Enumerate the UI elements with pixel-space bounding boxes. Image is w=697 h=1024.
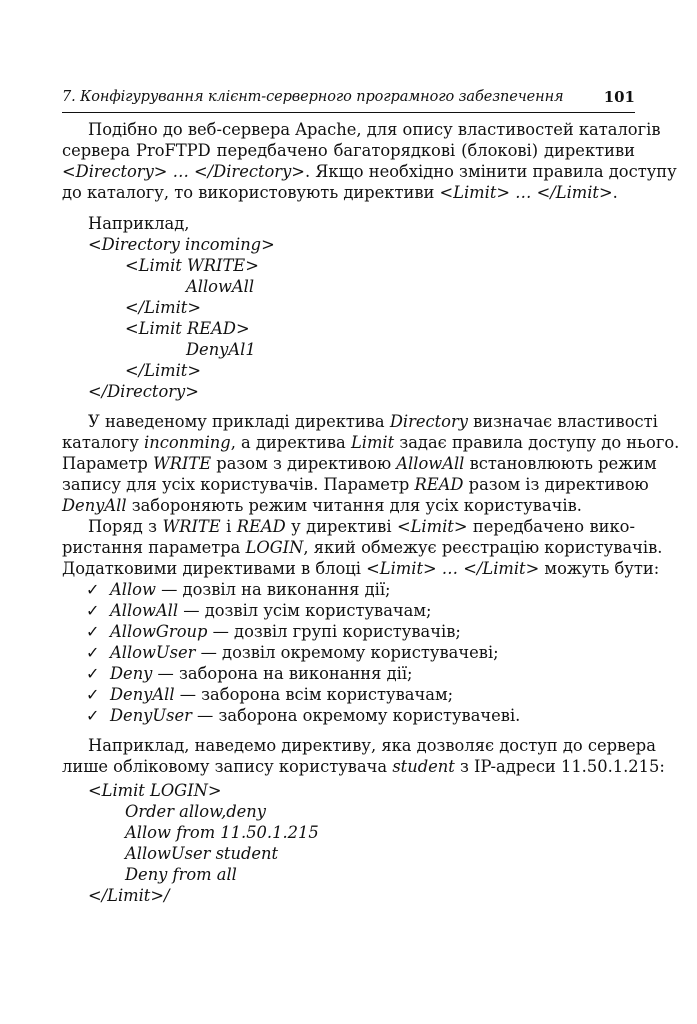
example1-intro: Наприклад, <box>88 214 190 233</box>
code-line: <Limit READ> <box>125 319 250 338</box>
code-line: </Limit> <box>125 361 201 380</box>
para3-line-2: ристання параметра LOGIN, який обмежує реєстрацію користувачів. <box>62 538 663 557</box>
list-item: ✓ AllowGroup — дозвіл групі користувачів; <box>86 622 461 641</box>
list-item: ✓ Deny — заборона на виконання дії; <box>86 664 413 683</box>
para3-line-3: Додатковими директивами в блоці <Limit> … </Limit> можуть бути: <box>62 559 660 578</box>
list-item: ✓ Allow — дозвіл на виконання дії; <box>86 580 391 599</box>
para2-line-5: DenyAll забороняють режим читання для усіх користувачів. <box>62 496 582 515</box>
code-line: Order allow,deny <box>125 802 266 821</box>
para4-line-2: лише обліковому запису користувача student з IP-адреси 11.50.1.215: <box>62 757 665 776</box>
chapter-title: 7. Конфігурування клієнт-серверного програмного забезпечення <box>62 89 564 105</box>
code-line: <Limit WRITE> <box>125 256 259 275</box>
code-line: </Limit> <box>125 298 201 317</box>
list-item: ✓ AllowUser — дозвіл окремому користувачеві; <box>86 643 499 662</box>
para4-line-1: Наприклад, наведемо директиву, яка дозволяє доступ до сервера <box>88 736 656 755</box>
check-icon: ✓ <box>86 643 100 662</box>
list-item: ✓ AllowAll — дозвіл усім користувачам; <box>86 601 432 620</box>
check-icon: ✓ <box>86 706 100 725</box>
para2-line-3: Параметр WRITE разом з директивою AllowAll встановлюють режим <box>62 454 657 473</box>
running-header <box>62 89 635 113</box>
code-line: <Directory incoming> <box>88 235 275 254</box>
code-line: <Limit LOGIN> <box>88 781 222 800</box>
para3-line-1: Поряд з WRITE і READ у директиві <Limit> передбачено вико- <box>88 517 635 536</box>
para1-line-4: до каталогу, то використовують директиви <Limit> … </Limit>. <box>62 183 618 202</box>
code-line: AllowAll <box>186 277 255 296</box>
para1-line-2: сервера ProFTPD передбачено багаторядкові (блокові) директиви <box>62 141 635 160</box>
code-line: Deny from all <box>125 865 237 884</box>
para1-line-3: <Directory> … </Directory>. Якщо необхідно змінити правила доступу <box>62 162 677 181</box>
check-icon: ✓ <box>86 622 100 641</box>
code-line: AllowUser student <box>125 844 279 863</box>
para2-line-2: каталогу inconming, а директива Limit задає правила доступу до нього. <box>62 433 680 452</box>
para2-line-4: запису для усіх користувачів. Параметр READ разом із директивою <box>62 475 649 494</box>
check-icon: ✓ <box>86 601 100 620</box>
code-line: Allow from 11.50.1.215 <box>125 823 319 842</box>
check-icon: ✓ <box>86 685 100 704</box>
check-icon: ✓ <box>86 580 100 599</box>
check-icon: ✓ <box>86 664 100 683</box>
page-number: 101 <box>603 88 635 106</box>
list-item: ✓ DenyUser — заборона окремому користувачеві. <box>86 706 521 725</box>
para2-line-1: У наведеному прикладі директива Directory визначає властивості <box>88 412 658 431</box>
code-line: DenyAl1 <box>186 340 256 359</box>
para1-line-1: Подібно до веб-сервера Apache, для опису властивостей каталогів <box>88 120 661 139</box>
header-rule <box>62 112 635 113</box>
code-line: </Limit>/ <box>88 886 170 905</box>
code-line: </Directory> <box>88 382 199 401</box>
list-item: ✓ DenyAll — заборона всім користувачам; <box>86 685 454 704</box>
